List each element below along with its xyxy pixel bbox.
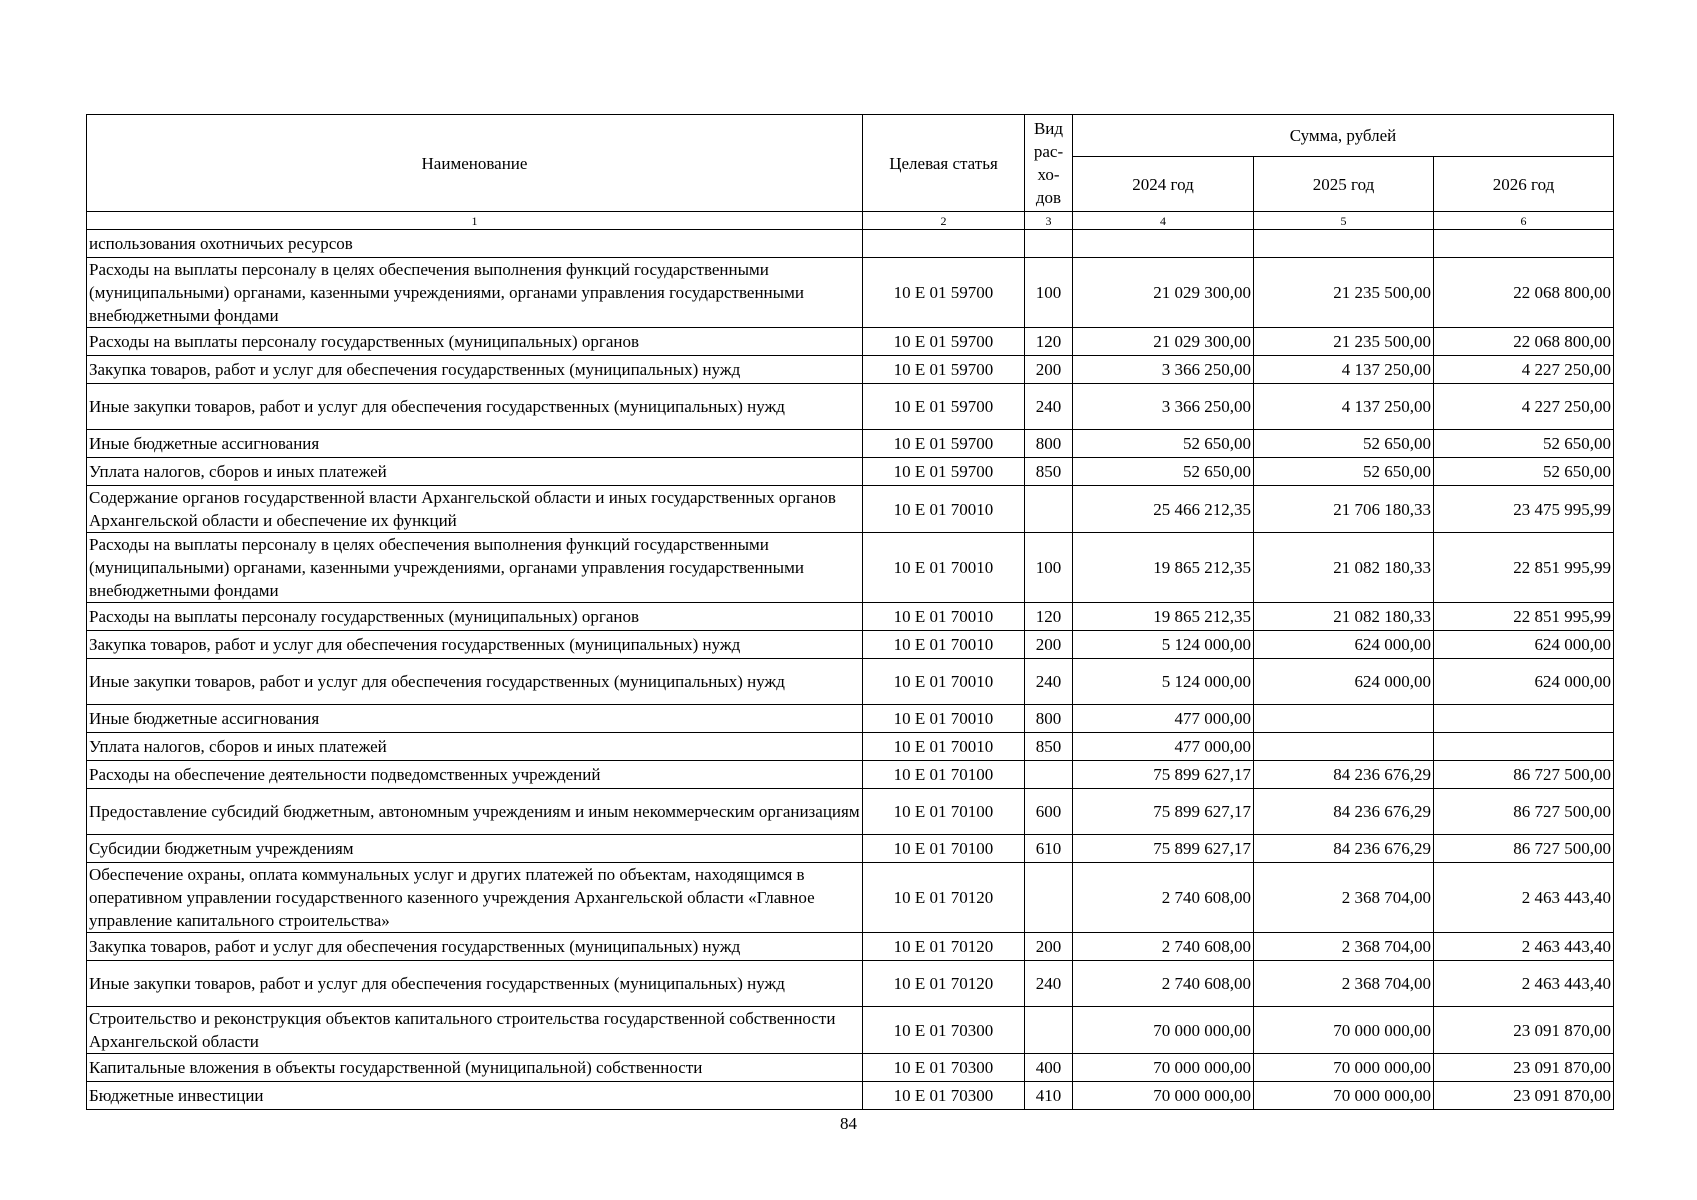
row-sum-2024: 19 865 212,35 (1073, 603, 1254, 631)
row-sum-2026: 2 463 443,40 (1434, 961, 1614, 1007)
table-row (87, 1007, 1614, 1054)
row-sum-2026: 624 000,00 (1434, 659, 1614, 705)
table-row (87, 458, 1614, 486)
row-sum-2025: 2 368 704,00 (1254, 961, 1434, 1007)
column-number: 4 (1073, 212, 1254, 230)
table-row (87, 230, 1614, 258)
row-expense-type: 200 (1025, 933, 1073, 961)
row-sum-2026: 4 227 250,00 (1434, 384, 1614, 430)
row-sum-2026: 86 727 500,00 (1434, 835, 1614, 863)
row-expense-type: 120 (1025, 603, 1073, 631)
row-expense-type: 120 (1025, 328, 1073, 356)
row-sum-2024: 52 650,00 (1073, 430, 1254, 458)
row-name: Закупка товаров, работ и услуг для обеспечения государственных (муниципальных) нужд (87, 356, 863, 384)
row-sum-2024: 70 000 000,00 (1073, 1007, 1254, 1054)
table-row (87, 258, 1614, 328)
header-year-2025: 2025 год (1254, 157, 1434, 212)
row-sum-2024 (1073, 230, 1254, 258)
header-sum-group: Сумма, рублей (1073, 115, 1614, 157)
row-sum-2025: 21 082 180,33 (1254, 603, 1434, 631)
column-number: 1 (87, 212, 863, 230)
row-sum-2026 (1434, 705, 1614, 733)
row-sum-2024: 477 000,00 (1073, 705, 1254, 733)
row-expense-type: 800 (1025, 705, 1073, 733)
row-sum-2025: 4 137 250,00 (1254, 356, 1434, 384)
column-number: 6 (1434, 212, 1614, 230)
row-sum-2026: 22 851 995,99 (1434, 603, 1614, 631)
row-sum-2025: 52 650,00 (1254, 458, 1434, 486)
row-sum-2026 (1434, 230, 1614, 258)
row-sum-2025: 624 000,00 (1254, 659, 1434, 705)
row-target-article: 10 Е 01 59700 (863, 356, 1025, 384)
row-name: Предоставление субсидий бюджетным, автономным учреждениям и иным некоммерческим организациям (87, 789, 863, 835)
row-sum-2025: 84 236 676,29 (1254, 835, 1434, 863)
table-row (87, 863, 1614, 933)
row-target-article: 10 Е 01 70300 (863, 1082, 1025, 1110)
row-expense-type: 850 (1025, 733, 1073, 761)
table-row (87, 933, 1614, 961)
row-sum-2024: 25 466 212,35 (1073, 486, 1254, 533)
row-expense-type: 240 (1025, 659, 1073, 705)
row-sum-2024: 75 899 627,17 (1073, 835, 1254, 863)
row-name: Расходы на выплаты персоналу государственных (муниципальных) органов (87, 603, 863, 631)
row-expense-type (1025, 1007, 1073, 1054)
row-sum-2025: 70 000 000,00 (1254, 1082, 1434, 1110)
row-sum-2026: 22 068 800,00 (1434, 258, 1614, 328)
row-sum-2024: 21 029 300,00 (1073, 328, 1254, 356)
row-name: Капитальные вложения в объекты государственной (муниципальной) собственности (87, 1054, 863, 1082)
table-row (87, 1054, 1614, 1082)
header-year-2026: 2026 год (1434, 157, 1614, 212)
table-row (87, 961, 1614, 1007)
table-row (87, 789, 1614, 835)
row-sum-2026: 624 000,00 (1434, 631, 1614, 659)
row-sum-2025: 21 082 180,33 (1254, 533, 1434, 603)
row-sum-2026: 2 463 443,40 (1434, 863, 1614, 933)
row-sum-2025: 2 368 704,00 (1254, 933, 1434, 961)
row-name: Уплата налогов, сборов и иных платежей (87, 458, 863, 486)
row-sum-2025: 84 236 676,29 (1254, 761, 1434, 789)
header-year-2024: 2024 год (1073, 157, 1254, 212)
table-row (87, 733, 1614, 761)
row-name: Расходы на выплаты персоналу в целях обеспечения выполнения функций государственными (муниципальными) органами, казенными учреждениями, органами управления государственными внебюджетными фондами (87, 258, 863, 328)
row-sum-2026: 23 475 995,99 (1434, 486, 1614, 533)
row-sum-2024: 52 650,00 (1073, 458, 1254, 486)
row-sum-2025: 52 650,00 (1254, 430, 1434, 458)
row-target-article: 10 Е 01 70010 (863, 486, 1025, 533)
row-sum-2024: 2 740 608,00 (1073, 961, 1254, 1007)
row-target-article: 10 Е 01 70010 (863, 705, 1025, 733)
row-target-article: 10 Е 01 70300 (863, 1054, 1025, 1082)
row-expense-type (1025, 863, 1073, 933)
row-sum-2024: 70 000 000,00 (1073, 1054, 1254, 1082)
row-sum-2024: 19 865 212,35 (1073, 533, 1254, 603)
row-sum-2024: 3 366 250,00 (1073, 356, 1254, 384)
row-expense-type: 400 (1025, 1054, 1073, 1082)
row-name: Содержание органов государственной власти Архангельской области и иных государственных органов Архангельской области и обеспечение их функций (87, 486, 863, 533)
row-sum-2026: 23 091 870,00 (1434, 1082, 1614, 1110)
row-expense-type: 200 (1025, 356, 1073, 384)
row-target-article: 10 Е 01 70120 (863, 933, 1025, 961)
table-row (87, 486, 1614, 533)
table-body (87, 230, 1614, 1110)
page-number: 84 (840, 1114, 857, 1133)
row-expense-type: 240 (1025, 384, 1073, 430)
row-sum-2025: 4 137 250,00 (1254, 384, 1434, 430)
row-sum-2026: 86 727 500,00 (1434, 789, 1614, 835)
row-sum-2026: 22 068 800,00 (1434, 328, 1614, 356)
row-expense-type: 200 (1025, 631, 1073, 659)
row-sum-2025: 624 000,00 (1254, 631, 1434, 659)
row-expense-type: 610 (1025, 835, 1073, 863)
row-name: Закупка товаров, работ и услуг для обеспечения государственных (муниципальных) нужд (87, 631, 863, 659)
row-expense-type: 410 (1025, 1082, 1073, 1110)
table-row (87, 533, 1614, 603)
row-target-article: 10 Е 01 59700 (863, 430, 1025, 458)
row-sum-2024: 3 366 250,00 (1073, 384, 1254, 430)
row-expense-type: 100 (1025, 258, 1073, 328)
row-sum-2024: 75 899 627,17 (1073, 761, 1254, 789)
row-expense-type (1025, 486, 1073, 533)
row-sum-2024: 5 124 000,00 (1073, 659, 1254, 705)
row-sum-2025: 84 236 676,29 (1254, 789, 1434, 835)
row-sum-2025: 70 000 000,00 (1254, 1054, 1434, 1082)
row-target-article: 10 Е 01 70120 (863, 863, 1025, 933)
row-sum-2025: 21 235 500,00 (1254, 328, 1434, 356)
row-target-article: 10 Е 01 70010 (863, 659, 1025, 705)
row-expense-type: 600 (1025, 789, 1073, 835)
row-expense-type: 850 (1025, 458, 1073, 486)
row-target-article: 10 Е 01 70100 (863, 835, 1025, 863)
row-name: Закупка товаров, работ и услуг для обеспечения государственных (муниципальных) нужд (87, 933, 863, 961)
row-name: Иные бюджетные ассигнования (87, 430, 863, 458)
row-sum-2025: 21 706 180,33 (1254, 486, 1434, 533)
row-sum-2024: 75 899 627,17 (1073, 789, 1254, 835)
row-sum-2025: 2 368 704,00 (1254, 863, 1434, 933)
table-row (87, 356, 1614, 384)
row-sum-2026: 23 091 870,00 (1434, 1054, 1614, 1082)
row-sum-2025 (1254, 705, 1434, 733)
row-target-article: 10 Е 01 70010 (863, 631, 1025, 659)
header-name: Наименование (87, 115, 863, 212)
row-sum-2026: 52 650,00 (1434, 430, 1614, 458)
row-expense-type: 100 (1025, 533, 1073, 603)
column-number: 2 (863, 212, 1025, 230)
row-sum-2026: 23 091 870,00 (1434, 1007, 1614, 1054)
row-sum-2024: 2 740 608,00 (1073, 863, 1254, 933)
row-sum-2026 (1434, 733, 1614, 761)
row-sum-2026: 52 650,00 (1434, 458, 1614, 486)
table-row (87, 631, 1614, 659)
row-target-article: 10 Е 01 59700 (863, 328, 1025, 356)
table-row (87, 603, 1614, 631)
table-row (87, 384, 1614, 430)
row-sum-2024: 70 000 000,00 (1073, 1082, 1254, 1110)
row-name: Строительство и реконструкция объектов капитального строительства государственной собственности Архангельской области (87, 1007, 863, 1054)
row-sum-2026: 22 851 995,99 (1434, 533, 1614, 603)
budget-table (86, 114, 1614, 1110)
table-row (87, 328, 1614, 356)
row-sum-2025: 70 000 000,00 (1254, 1007, 1434, 1054)
row-name: Иные бюджетные ассигнования (87, 705, 863, 733)
row-name: Иные закупки товаров, работ и услуг для обеспечения государственных (муниципальных) нужд (87, 384, 863, 430)
row-name: использования охотничьих ресурсов (87, 230, 863, 258)
row-name: Иные закупки товаров, работ и услуг для обеспечения государственных (муниципальных) нужд (87, 961, 863, 1007)
row-target-article: 10 Е 01 59700 (863, 258, 1025, 328)
table-row (87, 705, 1614, 733)
table-row (87, 761, 1614, 789)
row-target-article: 10 Е 01 70300 (863, 1007, 1025, 1054)
column-number: 3 (1025, 212, 1073, 230)
row-target-article: 10 Е 01 70120 (863, 961, 1025, 1007)
row-expense-type: 240 (1025, 961, 1073, 1007)
table-row (87, 1082, 1614, 1110)
row-target-article: 10 Е 01 70100 (863, 761, 1025, 789)
row-target-article: 10 Е 01 70010 (863, 533, 1025, 603)
row-name: Расходы на выплаты персоналу в целях обеспечения выполнения функций государственными (муниципальными) органами, казенными учреждениями, органами управления государственными внебюджетными фондами (87, 533, 863, 603)
row-expense-type (1025, 761, 1073, 789)
row-sum-2024: 21 029 300,00 (1073, 258, 1254, 328)
row-name: Расходы на выплаты персоналу государственных (муниципальных) органов (87, 328, 863, 356)
row-sum-2026: 2 463 443,40 (1434, 933, 1614, 961)
row-target-article: 10 Е 01 70010 (863, 603, 1025, 631)
row-target-article: 10 Е 01 59700 (863, 458, 1025, 486)
row-sum-2024: 477 000,00 (1073, 733, 1254, 761)
row-target-article: 10 Е 01 70010 (863, 733, 1025, 761)
row-sum-2026: 4 227 250,00 (1434, 356, 1614, 384)
column-number-row (87, 212, 1614, 230)
table-row (87, 430, 1614, 458)
row-name: Бюджетные инвестиции (87, 1082, 863, 1110)
column-number: 5 (1254, 212, 1434, 230)
table-row (87, 659, 1614, 705)
row-name: Обеспечение охраны, оплата коммунальных услуг и других платежей по объектам, находящимся в оперативном управлении государственного казенного учреждения Архангельской области «Главное управление капитального строительства» (87, 863, 863, 933)
row-target-article: 10 Е 01 59700 (863, 384, 1025, 430)
table-row (87, 835, 1614, 863)
row-name: Расходы на обеспечение деятельности подведомственных учреждений (87, 761, 863, 789)
header-target-article: Целевая статья (863, 115, 1025, 212)
row-sum-2024: 2 740 608,00 (1073, 933, 1254, 961)
row-sum-2025: 21 235 500,00 (1254, 258, 1434, 328)
row-sum-2024: 5 124 000,00 (1073, 631, 1254, 659)
header-expense-type: Вид рас-хо-дов (1025, 115, 1073, 212)
row-expense-type (1025, 230, 1073, 258)
row-sum-2025 (1254, 733, 1434, 761)
row-sum-2025 (1254, 230, 1434, 258)
row-sum-2026: 86 727 500,00 (1434, 761, 1614, 789)
row-expense-type: 800 (1025, 430, 1073, 458)
row-target-article (863, 230, 1025, 258)
row-name: Уплата налогов, сборов и иных платежей (87, 733, 863, 761)
row-name: Иные закупки товаров, работ и услуг для обеспечения государственных (муниципальных) нужд (87, 659, 863, 705)
row-target-article: 10 Е 01 70100 (863, 789, 1025, 835)
row-name: Субсидии бюджетным учреждениям (87, 835, 863, 863)
table-header (87, 115, 1614, 230)
